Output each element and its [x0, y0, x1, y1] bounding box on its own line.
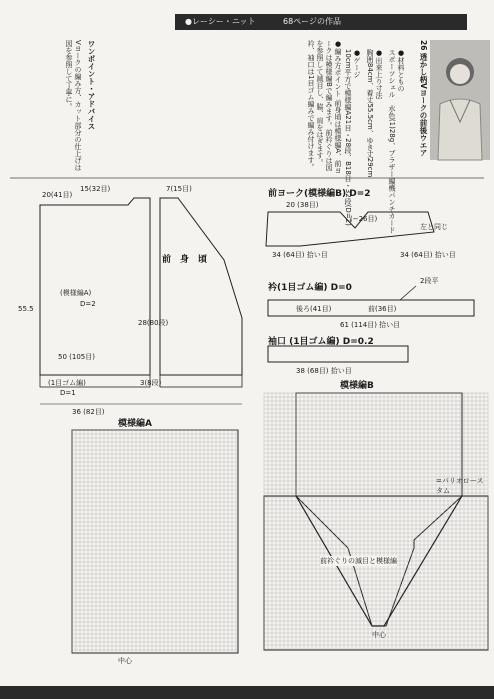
chart-a-grid	[72, 430, 238, 653]
materials-text: スポーツシェル 水色(1)28g、ブラザー編機パンチカード	[388, 48, 396, 234]
chart-b-neck-label: 前衿ぐりの減目と模様編	[320, 557, 397, 565]
collar-center: 前(36目)	[368, 305, 397, 313]
chart-a-center: 中心	[118, 657, 132, 665]
yoke-width: 20 (38目)	[286, 201, 319, 209]
cuff-title: 袖口 (1目ゴム編) D=0.2	[268, 337, 374, 347]
hem-rows: 3(8段)	[140, 379, 162, 387]
materials-heading: ●材料ともの	[397, 48, 405, 92]
collar-bottom: 61 (114目) 拾い目	[340, 321, 401, 329]
page-footer	[0, 686, 494, 699]
section-title: ●レーシー・ニット	[185, 17, 256, 26]
advice-text: Vヨークの編み方、カット部分の仕上げは図を参照して丁寧に。	[65, 40, 82, 171]
method-text: 前身頃は模様編A、前ヨークは模様編Bで編みます。前衿ぐりは図を参照して減目し、脇、肩をはぎます。衿、袖口は1目ゴム編みで編み付けます。	[307, 40, 342, 175]
d-value: D=2	[80, 300, 96, 308]
width-label: 50 (105目)	[58, 353, 95, 361]
finished-heading: ●出来上り寸法	[375, 48, 383, 99]
page-reference: 68ページの作品	[283, 17, 342, 26]
gauge-heading: ●ゲージ	[353, 48, 361, 78]
front-body-title: 前 身 頃	[162, 255, 208, 265]
neck-dim: 7(15目)	[166, 185, 192, 193]
collar-rows: 2段平	[420, 277, 439, 285]
rib-label: (1目ゴム編)	[48, 379, 86, 387]
hem-label: 36 (82目)	[72, 408, 105, 416]
rib-d: D=1	[60, 389, 76, 397]
shoulder-dim: 15(32目)	[80, 185, 111, 193]
chart-b-center: 中心	[372, 631, 386, 639]
advice-heading: ワンポイント・アドバイス	[87, 40, 96, 130]
chart-a-title: 模様編A	[118, 419, 152, 429]
symbol-legend: =パリオロースタム	[436, 477, 484, 495]
yoke-center: (−26目)	[350, 215, 378, 223]
chart-b-grid	[264, 393, 488, 650]
side-rows: 28(80段)	[138, 319, 169, 327]
cuff-bottom: 38 (68目) 拾い目	[296, 367, 352, 375]
gauge-text: 10cm平方で模様編A21目・28段、B18目・32段(D=2)	[344, 48, 352, 226]
collar-title: 衿(1目ゴム編) D=0	[268, 283, 352, 293]
yoke-bottom-left: 34 (64目) 拾い目	[272, 251, 328, 259]
pattern-a-label: (模様編A)	[60, 289, 92, 297]
side-length: 55.5	[18, 305, 34, 313]
yoke-bottom-right: 34 (64目) 拾い目	[400, 251, 456, 259]
yoke-right: 左と同じ	[420, 223, 448, 231]
armhole-dim: 20(41目)	[42, 191, 73, 199]
method-heading: ●編み方ポイント	[334, 40, 342, 97]
chart-b-title: 模様編B	[340, 381, 374, 391]
finished-text: 胸囲84cm、着丈55.5cm、ゆき丈29cm	[366, 48, 374, 178]
collar-left: 後ろ(41目)	[296, 305, 332, 313]
yoke-title: 前ヨーク(模様編B) D=2	[268, 189, 371, 199]
article-title: 26 透かし柄Vヨークの前後ウエア	[419, 40, 428, 157]
